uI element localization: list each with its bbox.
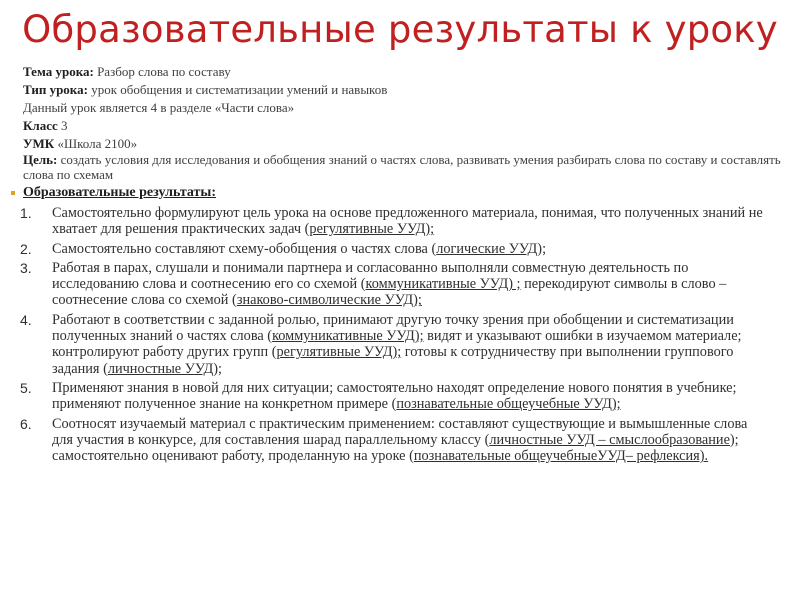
item-text: Применяют знания в новой для них ситуации; самостоятельно находят определение нового понятия в учебнике; применяют полученное знание на конкретном примере ( [52, 379, 737, 413]
uud-tag: личностные УУД); [107, 360, 223, 377]
lesson-umk [23, 135, 783, 153]
list-item [0, 380, 770, 413]
item-text: перекодируют символы в слово – соотнесение слова со схемой ( [52, 276, 727, 309]
uud-tag: регулятивные УУД); [309, 221, 435, 238]
item-text: Соотносят изучаемый материал с практическим применением: составляют существующие и вымышленные слова для участия в конкурсе, для составления шарад параллельному классу ( [52, 415, 748, 448]
item-text: Работая в парах, слушали и понимали партнера и согласованно выполняли совместную деятельность по исследованию слова и соотнесению его со схемой ( [52, 259, 689, 293]
class-value: 3 [57, 118, 68, 133]
list-item [0, 312, 770, 377]
topic-label: Тема урока: [23, 64, 94, 79]
uud-tag: коммуникативные УУД) ; [365, 276, 521, 293]
item-text: Самостоятельно формулируют цель урока на основе предложенного материала, понимая, что полученных знаний не хватает для решения практических задач ( [52, 205, 763, 238]
type-value: урок обобщения и систематизации умений и навыков [87, 82, 388, 97]
goal-value: создать условия для исследования и обобщения знаний о частях слова, развивать умения разбирать слова по составу и составлять слова по схемам [23, 152, 781, 182]
item-number: 3. [20, 259, 32, 276]
outcomes-list [0, 205, 770, 467]
item-text: Работают в соответствии с заданной ролью, принимают другую точку зрения при обобщении и систематизации полученных знаний о частях слова ( [52, 311, 734, 345]
uud-tag: познавательные общеучебные УУД); [396, 396, 621, 413]
item-text: Самостоятельно составляют схему-обобщения о частях слова ( [52, 240, 437, 257]
lesson-position: Данный урок является 4 в разделе «Части слова» [23, 100, 295, 115]
list-item [0, 205, 770, 238]
type-label: Тип урока: [23, 82, 88, 97]
lesson-topic [23, 63, 783, 81]
slide-title: Образовательные результаты к уроку [22, 8, 778, 51]
lesson-class [23, 117, 783, 135]
item-text: самостоятельно оценивают работу, проделанную на уроке ( [52, 448, 414, 465]
item-text: видят и указывают ошибки в изучаемом материале; контролируют работу других групп ( [52, 328, 742, 361]
results-heading: Образовательные результаты: [23, 185, 216, 200]
uud-tag: личностные УУД – смыслообразование); [489, 431, 739, 448]
goal-label: Цель: [23, 152, 58, 167]
item-number: 5. [20, 379, 32, 396]
list-item [0, 416, 770, 465]
uud-tag: логические УУД); [436, 240, 547, 257]
lesson-goal [23, 153, 783, 182]
item-number: 2. [20, 240, 32, 257]
item-number: 1. [20, 205, 32, 221]
umk-label: УМК [23, 136, 55, 151]
list-item [0, 260, 770, 309]
class-label: Класс [23, 118, 58, 133]
item-number: 4. [20, 311, 32, 328]
lesson-info [23, 63, 783, 182]
item-number: 6. [20, 415, 32, 432]
uud-tag: знаково-символические УУД); [236, 292, 422, 309]
lesson-type [23, 81, 783, 99]
list-item [0, 241, 770, 257]
uud-tag: регулятивные УУД); [276, 344, 402, 361]
topic-value: Разбор слова по составу [93, 64, 231, 79]
item-text: готовы к сотрудничеству при выполнении группового задания ( [52, 344, 734, 377]
uud-tag: познавательные общеучебныеУУД– рефлексия). [413, 448, 709, 465]
uud-tag: коммуникативные УУД); [272, 328, 424, 345]
umk-value: «Школа 2100» [54, 136, 138, 151]
